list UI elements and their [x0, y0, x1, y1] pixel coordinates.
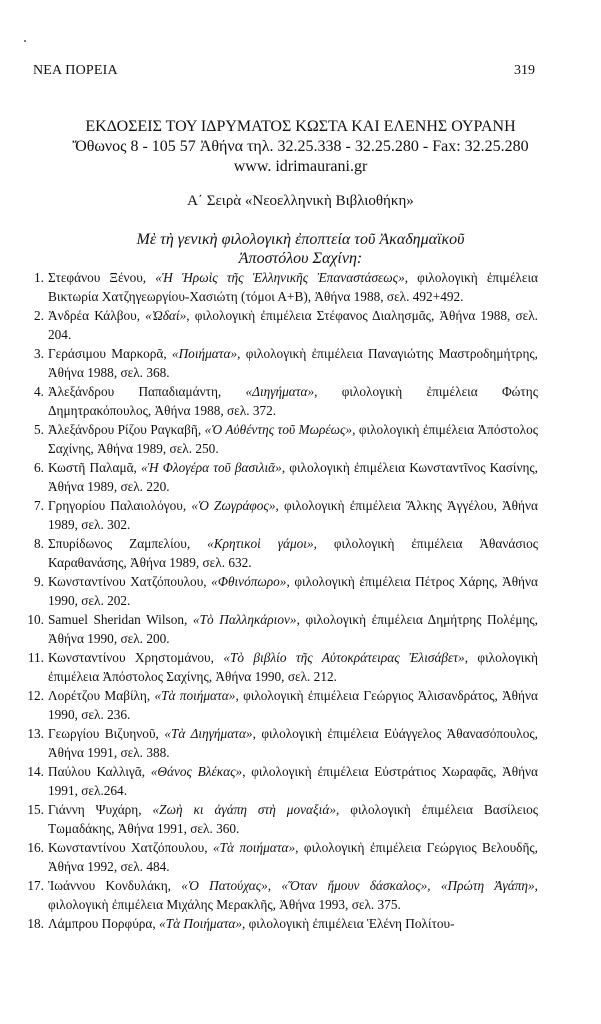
- publisher-name: ΕΚΔΟΣΕΙΣ ΤΟΥ ΙΔΡΥΜΑΤΟΣ ΚΩΣΤΑ ΚΑΙ ΕΛΕΝΗΣ ΟΥΡΑΝΗ: [85, 118, 516, 135]
- list-item-title: «Φθινόπωρο»: [211, 574, 287, 589]
- list-item-title: «Τὸ βιβλίο τῆς Αὐτοκράτειρας Ἐλισάβετ»: [223, 650, 465, 665]
- list-item-number: 3.: [34, 346, 44, 361]
- editor-line-2: Ἀποστόλου Σαχίνη:: [238, 250, 363, 267]
- list-item-title: «Τὰ Ποιήματα»: [159, 916, 242, 931]
- series-title: Α΄ Σειρὰ «Νεοελληνικὴ Βιβλιοθήκη»: [187, 193, 414, 209]
- list-item-author: Κωνσταντίνου Χρηστομάνου,: [48, 650, 224, 665]
- list-item-details: , φιλολογικὴ ἐπιμέλεια Παναγιώτης Μαστροδημήτρης, Ἀθήνα 1988, σελ. 368.: [48, 346, 538, 380]
- list-item-details: , φιλολογικὴ ἐπιμέλεια Ἀθανάσιος Καραθανάσης, Ἀθήνα 1989, σελ. 632.: [48, 536, 538, 570]
- list-item: [34, 382, 538, 420]
- publication-list: [0, 268, 601, 933]
- list-item-author: Γεωργίου Βιζυηνοῦ,: [48, 726, 165, 741]
- list-item-number: 14.: [27, 764, 44, 779]
- list-item-title: «Τὸ Παλληκάριον»: [192, 612, 297, 627]
- list-item-details: , φιλολογικὴ ἐπιμέλεια Στέφανος Διαλησμᾶς, Ἀθήνα 1988, σελ. 204.: [48, 308, 538, 342]
- list-item-number: 16.: [27, 840, 44, 855]
- list-item-author: Γιάννη Ψυχάρη,: [48, 802, 153, 817]
- list-item-title: «Ὠδαί»: [145, 308, 187, 323]
- list-item-title: «Ποιήματα»: [171, 346, 238, 361]
- list-item: [34, 420, 538, 458]
- list-item-title: «Ὁ Πατούχας», «Ὅταν ἤμουν δάσκαλος», «Πρώτη Ἀγάπη»: [181, 878, 535, 893]
- list-item-number: 9.: [34, 574, 44, 589]
- list-item-details: , φιλολογικὴ ἐπιμέλεια Ἀπόστολος Σαχίνης, Ἀθήνα 1990, σελ. 212.: [48, 650, 538, 684]
- list-item-number: 17.: [27, 878, 44, 893]
- list-item: [27, 914, 538, 933]
- list-item-title: «Θάνος Βλέκας»: [150, 764, 243, 779]
- list-item: [34, 344, 538, 382]
- list-item: [34, 496, 538, 534]
- list-item-details: , φιλολογικὴ ἐπιμέλεια Βικτωρία Χατζηγεωργίου-Χασιώτη (τόμοι Α+Β), Ἀθήνα 1988, σελ. 492+492.: [48, 270, 538, 304]
- list-item-details: , φιλολογικὴ ἐπιμέλεια Βασίλειος Τωμαδάκης, Ἀθήνα 1991, σελ. 360.: [48, 802, 538, 836]
- list-item-author: Κωνσταντίνου Χατζόπουλου,: [48, 840, 213, 855]
- list-item: [34, 306, 538, 344]
- list-item-number: 12.: [27, 688, 44, 703]
- list-item-number: 6.: [34, 460, 44, 475]
- list-item-number: 5.: [34, 422, 44, 437]
- list-item: [27, 838, 538, 876]
- list-item: [27, 724, 538, 762]
- list-item-author: Γεράσιμου Μαρκορᾶ,: [48, 346, 172, 361]
- page-number: 319: [514, 63, 535, 78]
- running-head-title: ΝΕΑ ΠΟΡΕΙΑ: [33, 63, 118, 78]
- list-item: [34, 268, 538, 306]
- list-item-author: Λορέτζου Μαβίλη,: [48, 688, 155, 703]
- list-item-number: 1.: [34, 270, 44, 285]
- list-item-title: «Τὰ Διηγήματα»: [164, 726, 253, 741]
- editor-line-1: Μὲ τὴ γενικὴ φιλολογικὴ ἐποπτεία τοῦ Ἀκαδημαϊκοῦ: [136, 231, 465, 248]
- list-item-details: , φιλολογικὴ ἐπιμέλεια Γεώργιος Βελουδῆς, Ἀθήνα 1992, σελ. 484.: [48, 840, 538, 874]
- list-item-number: 4.: [34, 384, 44, 399]
- list-item-title: «Διηγήματα»: [245, 384, 315, 399]
- list-item-number: 7.: [34, 498, 44, 513]
- list-item-details: , φιλολογικὴ ἐπιμέλεια Γεώργιος Ἀλισανδράτος, Ἀθήνα 1990, σελ. 236.: [48, 688, 538, 722]
- list-item-title: «Ὁ Αὐθέντης τοῦ Μωρέως»: [204, 422, 353, 437]
- list-item-details: , φιλολογικὴ ἐπιμέλεια Μιχάλης Μερακλῆς, Ἀθήνα 1993, σελ. 375.: [48, 878, 538, 912]
- list-item-number: 13.: [27, 726, 44, 741]
- list-item-author: Ἀλεξάνδρου Παπαδιαμάντη,: [48, 384, 246, 399]
- publisher-address: Ὄθωνος 8 - 105 57 Ἀθήνα τηλ. 32.25.338 - 32.25.280 - Fax: 32.25.280: [72, 138, 529, 155]
- list-item: [27, 800, 538, 838]
- list-item-author: Κωστῆ Παλαμᾶ,: [48, 460, 142, 475]
- list-item-details: , φιλολογικὴ ἐπιμέλεια Ἄλκης Ἀγγέλου, Ἀθήνα 1989, σελ. 302.: [48, 498, 538, 532]
- list-item-number: 15.: [27, 802, 44, 817]
- list-item-title: «Κρητικοὶ γάμοι»: [207, 536, 314, 551]
- list-item-details: , φιλολογικὴ ἐπιμέλεια Εὐστράτιος Χωραφᾶς, Ἀθήνα 1991, σελ.264.: [48, 764, 538, 798]
- list-item-number: 10.: [27, 612, 44, 627]
- list-item-author: Κωνσταντίνου Χατζόπουλου,: [48, 574, 212, 589]
- list-item-details: , φιλολογικὴ ἐπιμέλεια Φώτης Δημητρακόπουλος, Ἀθήνα 1988, σελ. 372.: [48, 384, 538, 418]
- list-item: [34, 572, 538, 610]
- list-item-number: 2.: [34, 308, 44, 323]
- list-item-author: Ἀλεξάνδρου Ρίζου Ραγκαβῆ,: [48, 422, 205, 437]
- list-item-number: 18.: [27, 916, 44, 931]
- list-item-author: Σπυρίδωνος Ζαμπελίου,: [48, 536, 208, 551]
- list-item: [27, 876, 538, 914]
- list-item-details: , φιλολογικὴ ἐπιμέλεια Πέτρος Χάρης, Ἀθήνα 1990, σελ. 202.: [48, 574, 538, 608]
- list-item-author: Παύλου Καλλιγᾶ,: [48, 764, 151, 779]
- list-item: [27, 648, 538, 686]
- list-item-details: , φιλολογικὴ ἐπιμέλεια Ἑλένη Πολίτου-: [241, 916, 455, 931]
- list-item-title: «Ζωὴ κι ἀγάπη στὴ μοναξιά»: [152, 802, 337, 817]
- list-item-details: , φιλολογικὴ ἐπιμέλεια Εὐάγγελος Ἀθανασόπουλος, Ἀθήνα 1991, σελ. 388.: [48, 726, 538, 760]
- list-item-author: Ἀνδρέα Κάλβου,: [48, 308, 146, 323]
- publisher-website: www. idrimaurani.gr: [233, 158, 368, 175]
- list-item-author: Λάμπρου Πορφύρα,: [48, 916, 160, 931]
- list-item-title: «Ὁ Ζωγράφος»: [191, 498, 276, 513]
- list-item-title: «Ἡ Ἡρωὶς τῆς Ἑλληνικῆς Ἐπαναστάσεως»: [155, 270, 405, 285]
- list-item-author: Στεφάνου Ξένου,: [48, 270, 156, 285]
- list-item: [27, 762, 538, 800]
- list-item-number: 8.: [34, 536, 44, 551]
- list-item: [34, 534, 538, 572]
- list-item-title: «Ἡ Φλογέρα τοῦ βασιλιᾶ»: [141, 460, 282, 475]
- list-item-number: 11.: [27, 650, 44, 665]
- list-item-author: Samuel Sheridan Wilson,: [48, 612, 193, 627]
- list-item-details: , φιλολογικὴ ἐπιμέλεια Κωνσταντῖνος Κασίνης, Ἀθήνα 1989, σελ. 220.: [48, 460, 538, 494]
- list-item-author: Ἰωάννου Κονδυλάκη,: [48, 878, 182, 893]
- list-item-author: Γρηγορίου Παλαιολόγου,: [48, 498, 192, 513]
- list-item-details: , φιλολογικὴ ἐπιμέλεια Δημήτρης Πολέμης, Ἀθήνα 1990, σελ. 200.: [48, 612, 539, 646]
- list-item: [27, 610, 539, 648]
- scan-speck: [24, 40, 26, 42]
- list-item-title: «Τὰ ποιήματα»: [213, 840, 296, 855]
- list-item: [34, 458, 538, 496]
- list-item-details: , φιλολογικὴ ἐπιμέλεια Ἀπόστολος Σαχίνης, Ἀθήνα 1989, σελ. 250.: [48, 422, 538, 456]
- list-item-title: «Τὰ ποιήματα»: [154, 688, 236, 703]
- list-item: [27, 686, 538, 724]
